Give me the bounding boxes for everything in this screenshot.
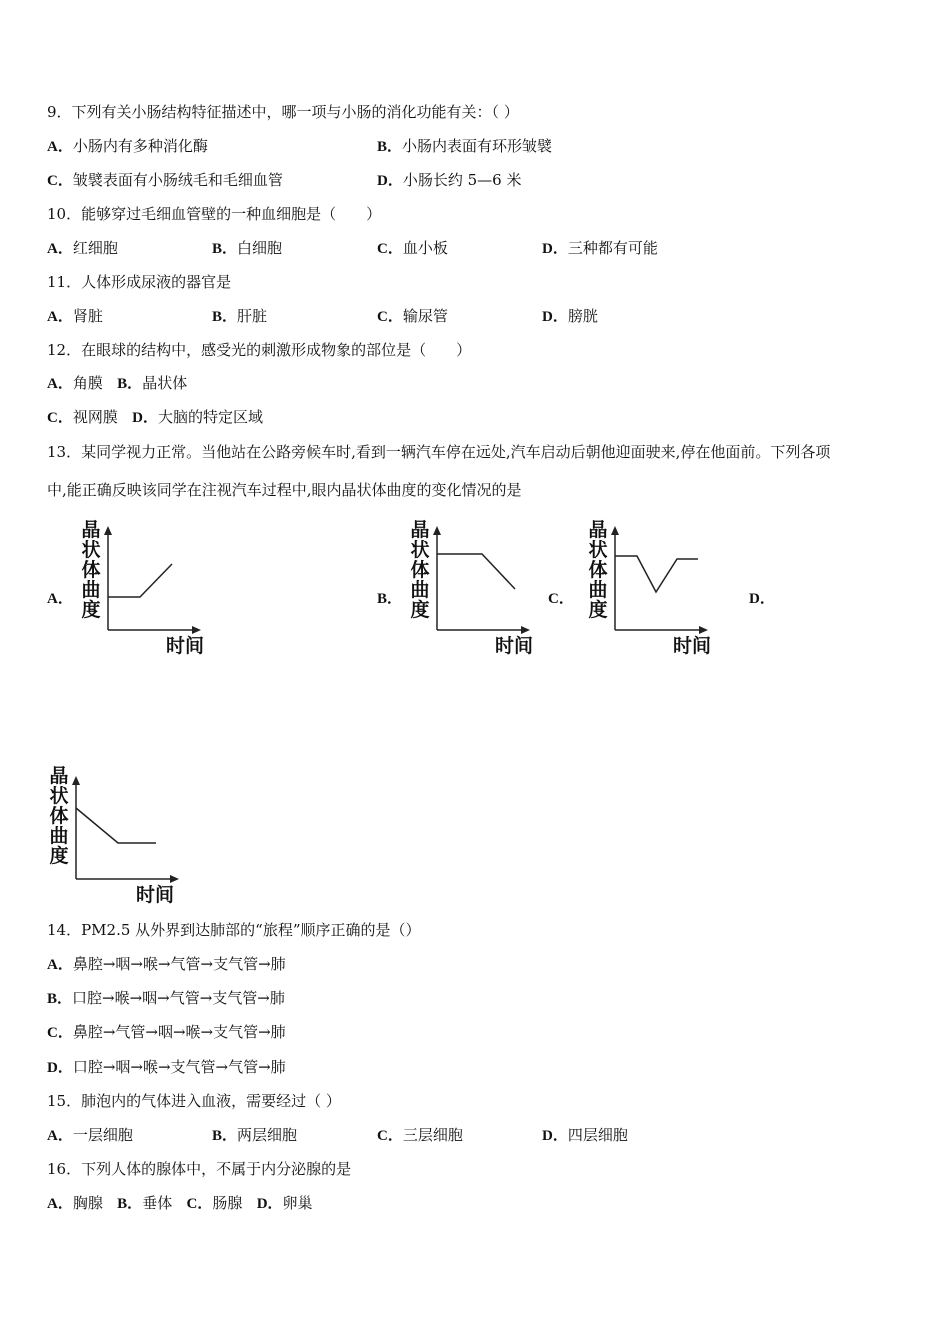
q12-options-cd: C．视网膜 D．大脑的特定区域: [47, 408, 264, 426]
q11-option-a: A．肾脏: [47, 307, 103, 325]
q10-option-d: D．三种都有可能: [542, 239, 658, 257]
curve-b: [437, 554, 515, 589]
curve-d: [76, 808, 156, 843]
q10-option-c: C．血小板: [377, 239, 448, 257]
graph-xlabel: 时间: [495, 635, 534, 657]
y-axis-arrow: [104, 526, 112, 535]
q9-option-b: B．小肠内表面有环形皱襞: [377, 137, 553, 155]
q16-stem: 16．下列人体的腺体中，不属于内分泌腺的是: [47, 1160, 352, 1178]
q14-option-b: B．口腔→喉→咽→气管→支气管→肺: [47, 989, 285, 1007]
graph-ylabel: 晶 状 体 曲 度: [588, 519, 608, 621]
q11-option-c: C．输尿管: [377, 307, 448, 325]
q15-option-d: D．四层细胞: [542, 1126, 628, 1144]
q14-option-c: C．鼻腔→气管→咽→喉→支气管→肺: [47, 1023, 286, 1041]
q10-stem: 10．能够穿过毛细血管壁的一种血细胞是（ ）: [47, 205, 382, 223]
q12-options-ab: A．角膜 B．晶状体: [47, 374, 188, 392]
curve-c: [615, 556, 698, 592]
q10-option-a: A．红细胞: [47, 239, 118, 257]
q13-graph-d: [46, 764, 186, 908]
q13-graph-b: [407, 518, 537, 662]
y-axis-arrow: [433, 526, 441, 535]
q9-option-c: C．皱襞表面有小肠绒毛和毛细血管: [47, 171, 283, 189]
q9-stem: 9．下列有关小肠结构特征描述中，哪一项与小肠的消化功能有关：（ ）: [47, 103, 519, 121]
graph-xlabel: 时间: [673, 635, 712, 657]
q15-option-a: A．一层细胞: [47, 1126, 133, 1144]
x-axis-arrow: [699, 626, 708, 634]
graph-xlabel: 时间: [166, 635, 205, 657]
q13-option-d-label: D．: [749, 591, 775, 607]
q11-option-d: D．膀胱: [542, 307, 598, 325]
q12-stem: 12．在眼球的结构中，感受光的刺激形成物象的部位是（ ）: [47, 341, 472, 359]
q13-option-b-label: B．: [377, 591, 403, 607]
q15-stem: 15．肺泡内的气体进入血液，需要经过（ ）: [47, 1092, 341, 1110]
q15-option-c: C．三层细胞: [377, 1126, 463, 1144]
q13-option-c-label: C．: [548, 591, 574, 607]
x-axis-arrow: [170, 875, 179, 883]
q13-stem-line2: 中,能正确反映该同学在注视汽车过程中,眼内晶状体曲度的变化情况的是: [47, 481, 522, 499]
q11-option-b: B．肝脏: [212, 307, 268, 325]
q11-stem: 11．人体形成尿液的器官是: [47, 273, 232, 291]
graph-ylabel: 晶 状 体 曲 度: [410, 519, 430, 621]
q15-option-b: B．两层细胞: [212, 1126, 298, 1144]
graph-ylabel: 晶 状 体 曲 度: [81, 519, 101, 621]
q13-option-a-label: A．: [47, 591, 73, 607]
x-axis-arrow: [521, 626, 530, 634]
q13-graph-a: [78, 518, 208, 662]
q13-stem-line1: 13．某同学视力正常。当他站在公路旁候车时,看到一辆汽车停在远处,汽车启动后朝他迎面驶来,停在他面前。下列各项: [47, 443, 831, 461]
x-axis-arrow: [192, 626, 201, 634]
q9-option-d: D．小肠长约 5—6 米: [377, 171, 522, 189]
q14-option-a: A．鼻腔→咽→喉→气管→支气管→肺: [47, 955, 286, 973]
graph-ylabel: 晶 状 体 曲 度: [49, 765, 69, 867]
q10-option-b: B．白细胞: [212, 239, 283, 257]
curve-a: [108, 564, 172, 597]
q14-stem: 14．PM2.5 从外界到达肺部的“旅程”顺序正确的是（）: [47, 921, 421, 939]
y-axis-arrow: [611, 526, 619, 535]
q9-option-a: A．小肠内有多种消化酶: [47, 137, 208, 155]
y-axis-arrow: [72, 776, 80, 785]
q16-options: A．胸腺 B．垂体 C．肠腺 D．卵巢: [47, 1194, 313, 1212]
graph-xlabel: 时间: [136, 884, 175, 906]
q14-option-d: D．口腔→咽→喉→支气管→气管→肺: [47, 1058, 286, 1076]
q13-graph-c: [585, 518, 715, 662]
